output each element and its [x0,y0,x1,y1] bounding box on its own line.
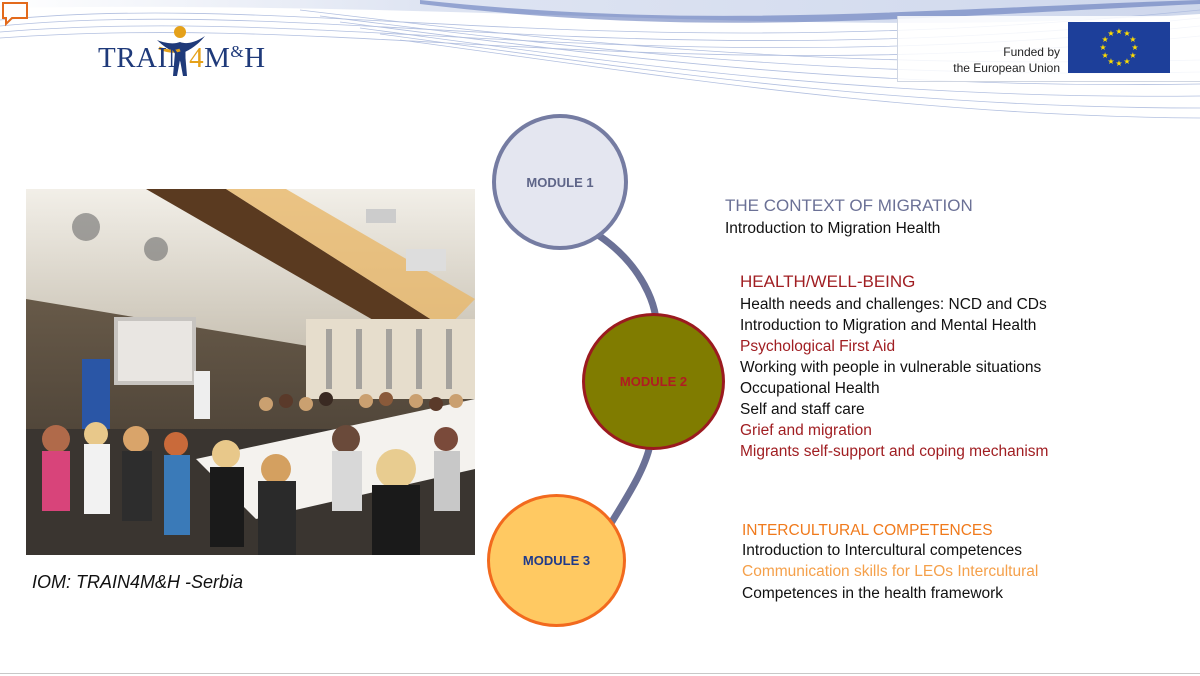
section-1-title: THE CONTEXT OF MIGRATION [725,196,973,215]
eu-star: ★ [1107,29,1115,39]
section-2-item: Occupational Health [740,380,880,397]
eu-star: ★ [1099,43,1107,52]
logo-wordmark: TRAIN4M&H [98,42,266,74]
eu-star: ★ [1123,29,1131,39]
eu-star: ★ [1131,43,1139,52]
eu-line-2: the European Union [953,61,1060,75]
eu-star: ★ [1115,27,1123,36]
bottom-divider [0,673,1200,674]
section-2-item: Health needs and challenges: NCD and CDs [740,296,1047,313]
eu-star: ★ [1115,59,1123,68]
section-2-item: Grief and migration [740,422,872,439]
eu-star: ★ [1129,51,1137,60]
section-3-item: Introduction to Intercultural competences [742,542,1023,559]
eu-star: ★ [1107,56,1115,66]
eu-star: ★ [1129,35,1137,44]
section-3-item: Competences in the health framework [742,585,1004,602]
eu-star: ★ [1101,35,1109,44]
section-2-item: Self and staff care [740,401,865,418]
photo-caption: IOM: TRAIN4M&H -Serbia [32,572,244,592]
module-2-circle[interactable] [582,313,725,450]
section-1-item: Introduction to Migration Health [725,220,941,237]
section-2-item: Working with people in vulnerable situations [740,359,1042,376]
section-2-item: Introduction to Migration and Mental Health [740,317,1037,334]
section-2-item: Psychological First Aid [740,338,896,355]
module-1-label: MODULE 1 [526,174,594,190]
eu-star: ★ [1101,51,1109,60]
section-2-item: Migrants self-support and coping mechanism [740,443,1049,460]
eu-star: ★ [1123,56,1131,66]
section-3-item: Communication skills for LEOs Intercultural [742,563,1039,580]
module-3-circle[interactable] [487,494,626,627]
module-1-circle[interactable] [492,114,628,250]
eu-line-1: Funded by [1003,45,1060,59]
module-3-label: MODULE 3 [522,553,591,568]
section-2-title: HEALTH/WELL-BEING [740,272,916,291]
module-2-label: MODULE 2 [619,374,688,389]
section-3-title: INTERCULTURAL COMPETENCES [742,522,993,539]
